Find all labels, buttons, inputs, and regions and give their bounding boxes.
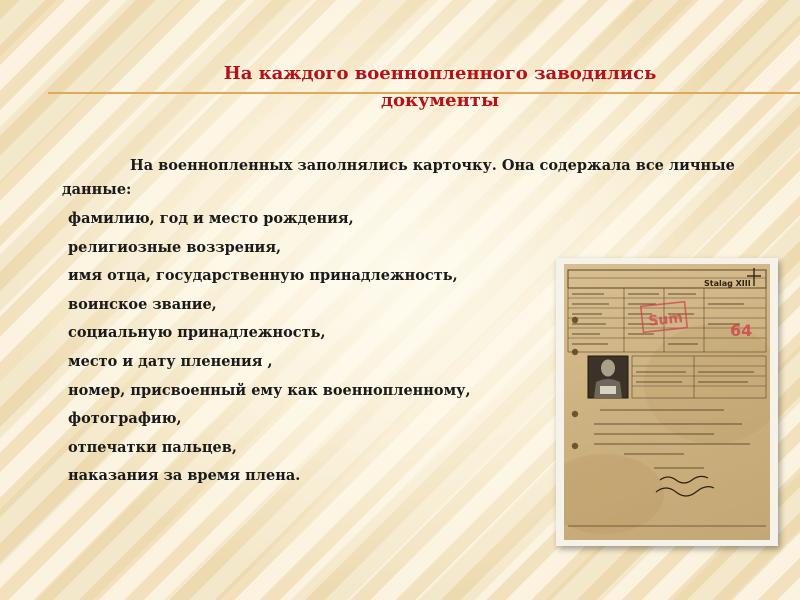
pow-card-drawing (564, 264, 770, 540)
list-item: место и дату пленения , (68, 352, 273, 370)
list-item: фотографию, (68, 410, 182, 428)
svg-text:Sum: Sum (647, 310, 684, 330)
list-item: социальную принадлежность, (68, 324, 326, 342)
list-item: имя отца, государственную принадлежность, (68, 267, 458, 285)
list-item: фамилию, год и место рождения, (68, 210, 354, 227)
list-item: номер, присвоенный ему как военнопленному, (68, 381, 471, 399)
intro-paragraph (62, 154, 752, 202)
prisoner-photo (588, 356, 628, 398)
list-item: отпечатки пальцев, (68, 438, 237, 456)
pow-card-image (556, 258, 778, 546)
svg-text:64: 64 (730, 321, 753, 340)
intro-text: На военнопленных заполнялись карточку. Она содержала все личные данные: (62, 157, 735, 198)
slide-title: На каждого военнопленного заводились документы (223, 63, 657, 111)
pow-registration-card (564, 264, 770, 540)
svg-text:Stalag XIII: Stalag XIII (704, 279, 751, 288)
list-item: воинское звание, (68, 295, 217, 313)
card-fields-list (68, 205, 471, 491)
list-item: наказания за время плена. (68, 467, 301, 485)
card-header-mark (704, 279, 751, 288)
list-item: религиозные воззрения, (68, 238, 282, 256)
